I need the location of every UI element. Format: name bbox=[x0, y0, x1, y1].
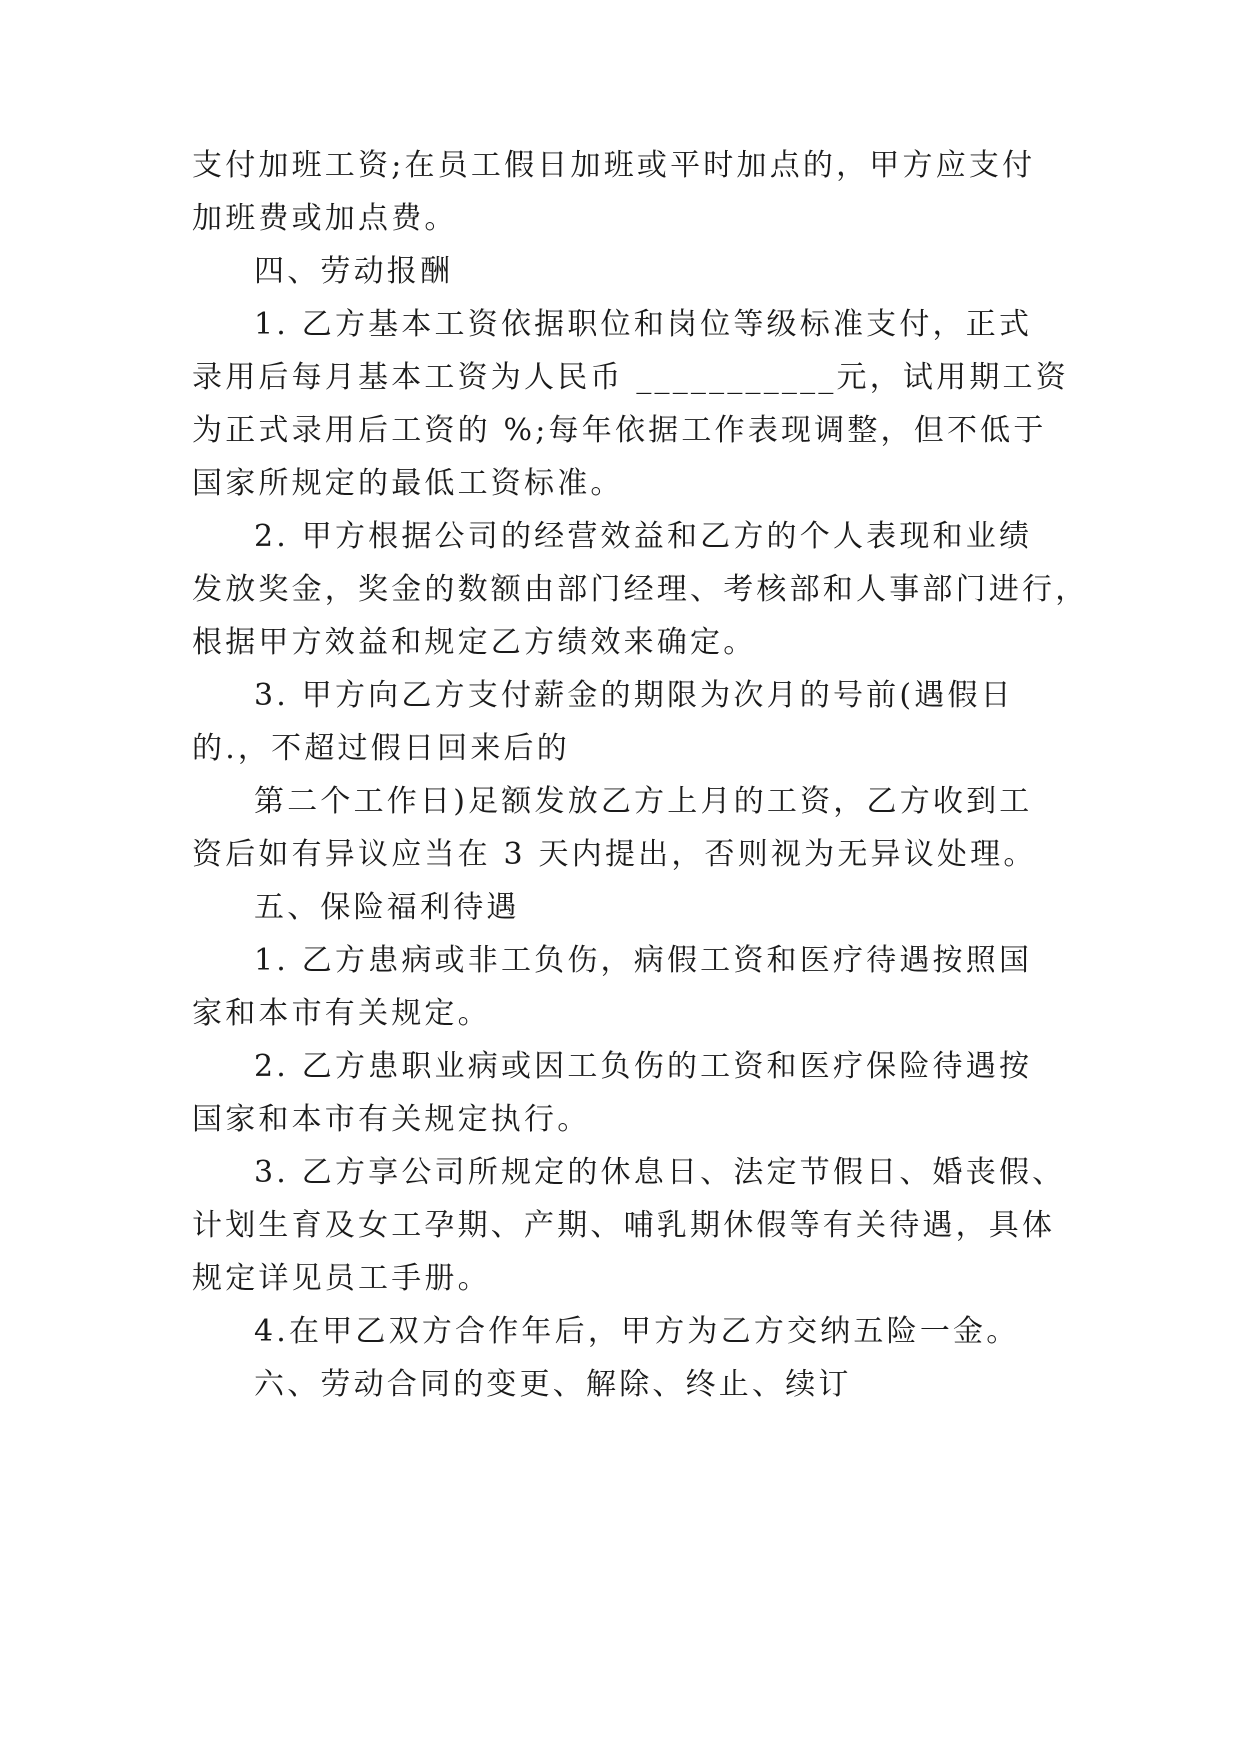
text-line: 家和本市有关规定。 bbox=[192, 996, 491, 1031]
text-line: 1. 乙方患病或非工负伤，病假工资和医疗待遇按照国 bbox=[254, 943, 1033, 978]
text-line: 录用后每月基本工资为人民币 ___________元，试用期工资 bbox=[192, 360, 1069, 395]
text-line: 第二个工作日)足额发放乙方上月的工资，乙方收到工 bbox=[254, 784, 1033, 819]
text-line: 发放奖金，奖金的数额由部门经理、考核部和人事部门进行， bbox=[192, 572, 1089, 607]
text-line: 根据甲方效益和规定乙方绩效来确定。 bbox=[192, 625, 757, 660]
text-line: 资后如有异议应当在 3 天内提出，否则视为无异议处理。 bbox=[192, 837, 1037, 872]
text-line: 为正式录用后工资的 %;每年依据工作表现调整，但不低于 bbox=[192, 413, 1047, 448]
text-line: 计划生育及女工孕期、产期、哺乳期休假等有关待遇，具体 bbox=[192, 1208, 1056, 1243]
section-heading-4: 四、劳动报酬 bbox=[254, 254, 454, 289]
text-line: 3. 甲方向乙方支付薪金的期限为次月的号前(遇假日 bbox=[254, 678, 1014, 713]
text-line: 加班费或加点费。 bbox=[192, 201, 458, 236]
text-line: 国家所规定的最低工资标准。 bbox=[192, 466, 624, 501]
text-line: 规定详见员工手册。 bbox=[192, 1261, 491, 1296]
text-line: 支付加班工资;在员工假日加班或平时加点的，甲方应支付 bbox=[192, 148, 1036, 183]
text-line: 4.在甲乙双方合作年后，甲方为乙方交纳五险一金。 bbox=[254, 1314, 1020, 1349]
text-line: 1. 乙方基本工资依据职位和岗位等级标准支付，正式 bbox=[254, 307, 1033, 342]
text-line: 2. 乙方患职业病或因工负伤的工资和医疗保险待遇按 bbox=[254, 1049, 1033, 1084]
text-line: 3. 乙方享公司所规定的休息日、法定节假日、婚丧假、 bbox=[254, 1155, 1066, 1190]
section-heading-6: 六、劳动合同的变更、解除、终止、续订 bbox=[254, 1367, 852, 1402]
text-line: 国家和本市有关规定执行。 bbox=[192, 1102, 591, 1137]
text-line: 2. 甲方根据公司的经营效益和乙方的个人表现和业绩 bbox=[254, 519, 1033, 554]
section-heading-5: 五、保险福利待遇 bbox=[254, 890, 520, 925]
text-line: 的.，不超过假日回来后的 bbox=[192, 731, 570, 766]
